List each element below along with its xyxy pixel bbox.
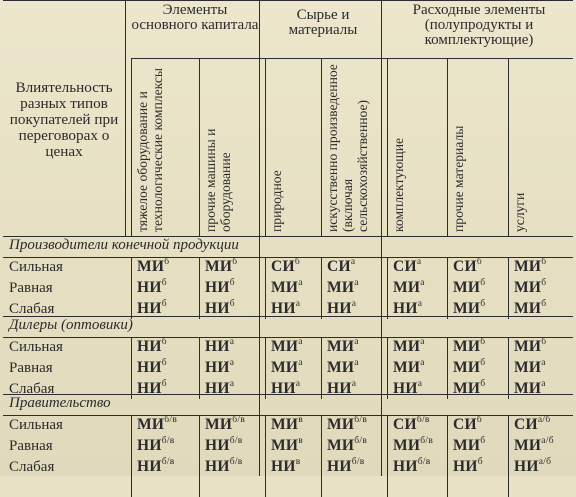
cell-superscript: б/в — [164, 415, 178, 425]
cell-superscript: а — [354, 337, 359, 347]
cell-code: НИ — [393, 458, 418, 475]
cell-superscript: б — [480, 358, 486, 368]
cell-superscript: а — [298, 358, 303, 368]
subhead-artificial: искусственно произведенное (включая сельскохозяйственное) — [325, 64, 370, 232]
cell-superscript: а — [351, 299, 357, 309]
column-rule — [265, 337, 266, 399]
table-cell — [271, 438, 303, 454]
column-rule — [387, 58, 388, 236]
row-weak-label: Слабая — [9, 459, 55, 475]
table-cell — [137, 360, 167, 376]
cell-code: НИ — [393, 380, 418, 397]
cell-code: СИ — [393, 258, 417, 275]
cell-code: СИ — [327, 258, 351, 275]
table-cell — [205, 301, 235, 317]
row-weak-label: Слабая — [9, 381, 55, 397]
column-rule — [131, 58, 132, 236]
cell-code: МИ — [327, 279, 355, 296]
column-rule — [508, 337, 509, 399]
row-strong-label: Сильная — [9, 259, 63, 275]
cell-superscript: а — [416, 257, 422, 267]
cell-superscript: а — [350, 257, 356, 267]
column-rule — [131, 337, 132, 399]
section-producers-title: Производители конечной продукции — [9, 237, 239, 253]
cell-code: МИ — [393, 359, 421, 376]
table-cell — [327, 438, 367, 454]
cell-superscript: а — [354, 278, 359, 288]
cell-code: МИ — [327, 416, 355, 433]
column-rule — [321, 58, 322, 236]
column-rule — [447, 415, 448, 497]
cell-superscript: б — [476, 257, 482, 267]
cell-superscript: б — [161, 358, 167, 368]
cell-superscript: б — [161, 299, 167, 309]
cell-superscript: а — [541, 358, 546, 368]
cell-code: МИ — [393, 338, 421, 355]
table-cell — [205, 259, 237, 275]
cell-superscript: б/в — [229, 436, 243, 446]
cell-code: НИ — [137, 279, 162, 296]
cell-code: СИ — [514, 416, 538, 433]
table-cell — [453, 259, 482, 275]
table-cell — [137, 459, 175, 475]
cell-superscript: а — [420, 278, 425, 288]
table-cell — [453, 438, 485, 454]
group-underline — [131, 58, 573, 59]
column-rule — [265, 415, 266, 497]
cell-code: МИ — [453, 279, 481, 296]
cell-superscript: б — [161, 379, 167, 389]
section-dealers-title: Дилеры (оптовики) — [9, 317, 133, 333]
column-rule — [381, 0, 382, 476]
cell-superscript: а — [417, 379, 423, 389]
table-cell — [514, 438, 554, 454]
cell-code: НИ — [327, 458, 352, 475]
table-cell — [393, 259, 421, 275]
table-top-rule — [3, 0, 573, 1]
table-cell — [393, 339, 425, 355]
table-cell — [393, 438, 433, 454]
table-cell — [205, 280, 235, 296]
cell-code: НИ — [205, 380, 230, 397]
cell-code: НИ — [137, 338, 162, 355]
column-rule — [199, 257, 200, 319]
cell-code: МИ — [327, 338, 355, 355]
table-cell — [393, 301, 422, 317]
cell-superscript: а/б — [537, 415, 551, 425]
cell-code: МИ — [137, 258, 165, 275]
cell-superscript: а — [351, 379, 357, 389]
group-header-fixed-capital: Элементы основного капитала — [131, 2, 259, 33]
cell-superscript: б/в — [161, 457, 175, 467]
cell-superscript: б — [161, 278, 167, 288]
cell-code: НИ — [137, 380, 162, 397]
column-rule — [387, 257, 388, 319]
cell-code: НИ — [205, 279, 230, 296]
subhead-other-materials: прочие материалы — [451, 125, 466, 232]
cell-code: МИ — [514, 300, 542, 317]
column-rule — [125, 0, 126, 236]
column-rule — [508, 58, 509, 236]
row-header: Влиятельность разных типов покупателей при переговорах о ценах — [9, 79, 119, 160]
cell-code: МИ — [393, 437, 421, 454]
column-rule — [387, 415, 388, 497]
cell-superscript: а — [229, 379, 235, 389]
cell-code: МИ — [453, 380, 481, 397]
cell-superscript: б/в — [232, 415, 246, 425]
table-cell — [453, 280, 485, 296]
cell-superscript: б — [232, 257, 238, 267]
cell-code: НИ — [327, 380, 352, 397]
column-rule — [199, 58, 200, 236]
table-cell — [514, 360, 546, 376]
cell-superscript: б — [476, 415, 482, 425]
header-divider — [3, 236, 573, 237]
row-strong-label: Сильная — [9, 417, 63, 433]
table-cell — [453, 360, 485, 376]
cell-code: НИ — [271, 300, 296, 317]
cell-superscript: б — [480, 436, 486, 446]
cell-code: МИ — [514, 437, 542, 454]
section-government-title: Правительство — [9, 395, 111, 411]
table-cell — [205, 360, 234, 376]
cell-superscript: б/в — [354, 415, 368, 425]
cell-code: НИ — [393, 300, 418, 317]
column-rule — [447, 58, 448, 236]
cell-code: МИ — [453, 300, 481, 317]
cell-superscript: б — [541, 299, 547, 309]
table-cell — [453, 339, 485, 355]
cell-code: СИ — [453, 416, 477, 433]
row-strong-label: Сильная — [9, 339, 63, 355]
table-cell — [205, 438, 243, 454]
cell-superscript: б — [294, 257, 300, 267]
table-cell — [137, 301, 167, 317]
cell-superscript: а — [295, 379, 301, 389]
cell-superscript: б — [477, 457, 483, 467]
column-rule — [321, 415, 322, 497]
cell-superscript: б — [541, 278, 547, 288]
table-cell — [205, 459, 243, 475]
cell-superscript: б — [164, 257, 170, 267]
cell-superscript: а — [420, 337, 425, 347]
cell-code: МИ — [393, 279, 421, 296]
cell-code: МИ — [205, 416, 233, 433]
cell-code: НИ — [327, 300, 352, 317]
cell-superscript: б — [541, 337, 547, 347]
cell-superscript: б/в — [417, 457, 431, 467]
cell-code: МИ — [271, 416, 299, 433]
table-cell — [271, 339, 303, 355]
cell-superscript: б — [480, 337, 486, 347]
cell-superscript: б/в — [420, 436, 434, 446]
table-cell — [137, 339, 167, 355]
column-rule — [131, 415, 132, 497]
cell-code: НИ — [137, 458, 162, 475]
cell-code: НИ — [205, 359, 230, 376]
cell-code: МИ — [271, 359, 299, 376]
cell-code: НИ — [205, 300, 230, 317]
cell-code: МИ — [514, 258, 542, 275]
cell-superscript: б — [480, 278, 486, 288]
cell-code: НИ — [271, 458, 296, 475]
table-cell — [327, 360, 359, 376]
cell-code: НИ — [137, 359, 162, 376]
cell-superscript: б/в — [351, 457, 365, 467]
table-cell — [271, 301, 300, 317]
column-rule — [259, 0, 260, 476]
column-rule — [131, 257, 132, 319]
cell-code: НИ — [453, 458, 478, 475]
column-rule — [387, 337, 388, 399]
column-rule — [199, 415, 200, 497]
cell-superscript: а/б — [538, 457, 552, 467]
cell-superscript: в — [298, 436, 304, 446]
cell-superscript: а — [541, 379, 546, 389]
row-equal-label: Равная — [9, 280, 53, 296]
column-rule — [447, 257, 448, 319]
cell-superscript: в — [295, 457, 301, 467]
cell-code: МИ — [327, 437, 355, 454]
table-cell — [514, 259, 546, 275]
cell-code: НИ — [205, 338, 230, 355]
cell-code: МИ — [514, 338, 542, 355]
group-header-consumables: Расходные элементы (полупродукты и комплектующие) — [412, 2, 546, 48]
cell-code: МИ — [205, 258, 233, 275]
cell-superscript: а/б — [541, 436, 554, 446]
column-rule — [265, 58, 266, 236]
cell-code: МИ — [453, 437, 481, 454]
table-cell — [514, 280, 546, 296]
cell-superscript: б — [229, 278, 235, 288]
table-cell — [137, 259, 169, 275]
cell-superscript: б/в — [354, 436, 368, 446]
subhead-heavy-equipment: тяжелое оборудование и технологические комплексы — [135, 67, 165, 232]
column-rule — [447, 337, 448, 399]
section-top-rule — [3, 394, 573, 395]
cell-code: НИ — [137, 300, 162, 317]
table-cell — [327, 417, 367, 433]
cell-superscript: б — [161, 337, 167, 347]
table-cell — [327, 301, 356, 317]
group-header-raw-materials: Сырье и материалы — [288, 7, 358, 38]
table-cell — [327, 459, 365, 475]
table-cell — [271, 280, 303, 296]
cell-superscript: б — [480, 379, 486, 389]
table-cell — [514, 301, 546, 317]
cell-code: МИ — [271, 279, 299, 296]
table-cell — [393, 459, 431, 475]
price-negotiation-table — [3, 0, 573, 476]
table-cell — [393, 360, 425, 376]
table-cell — [453, 417, 482, 433]
table-cell — [137, 438, 175, 454]
cell-code: НИ — [137, 437, 162, 454]
cell-code: МИ — [271, 437, 299, 454]
cell-superscript: б — [480, 299, 486, 309]
table-cell — [514, 339, 546, 355]
row-weak-label: Слабая — [9, 301, 55, 317]
cell-code: НИ — [271, 380, 296, 397]
cell-superscript: а — [229, 337, 235, 347]
cell-code: МИ — [514, 359, 542, 376]
table-cell — [271, 417, 303, 433]
table-cell — [327, 339, 359, 355]
cell-code: МИ — [327, 359, 355, 376]
table-cell — [137, 280, 167, 296]
table-cell — [205, 339, 234, 355]
table-cell — [453, 301, 485, 317]
table-cell — [453, 459, 483, 475]
cell-superscript: а — [417, 299, 423, 309]
column-rule — [265, 257, 266, 319]
cell-superscript: а — [295, 299, 301, 309]
cell-superscript: в — [298, 415, 304, 425]
cell-superscript: б — [229, 299, 235, 309]
subhead-natural: природное — [269, 170, 284, 232]
cell-superscript: б/в — [229, 457, 243, 467]
table-cell — [514, 459, 551, 475]
cell-code: СИ — [453, 258, 477, 275]
column-rule — [508, 415, 509, 497]
cell-code: МИ — [137, 416, 165, 433]
column-rule — [321, 337, 322, 399]
cell-superscript: б — [541, 257, 547, 267]
subhead-components: комплектующие — [391, 137, 406, 232]
section-top-rule — [3, 316, 573, 317]
table-cell — [271, 459, 301, 475]
subhead-services: услуги — [512, 192, 527, 232]
column-rule — [199, 337, 200, 399]
cell-code: МИ — [271, 338, 299, 355]
table-cell — [137, 417, 177, 433]
cell-superscript: а — [298, 278, 303, 288]
column-rule — [508, 257, 509, 319]
cell-superscript: а — [420, 358, 425, 368]
cell-superscript: а — [298, 337, 303, 347]
table-cell — [514, 417, 550, 433]
table-cell — [393, 280, 425, 296]
table-cell — [271, 360, 303, 376]
cell-superscript: б/в — [161, 436, 175, 446]
table-cell — [205, 417, 245, 433]
cell-superscript: а — [354, 358, 359, 368]
cell-code: МИ — [514, 380, 542, 397]
table-cell — [271, 259, 300, 275]
cell-code: СИ — [393, 416, 417, 433]
subhead-other-machinery: прочие машины и оборудование — [203, 128, 233, 232]
cell-code: НИ — [205, 437, 230, 454]
cell-code: МИ — [453, 338, 481, 355]
column-rule — [321, 257, 322, 319]
cell-code: НИ — [205, 458, 230, 475]
cell-code: МИ — [453, 359, 481, 376]
row-equal-label: Равная — [9, 438, 53, 454]
table-cell — [393, 417, 430, 433]
cell-superscript: а — [229, 358, 235, 368]
table-cell — [327, 280, 359, 296]
cell-code: НИ — [514, 458, 539, 475]
cell-code: МИ — [514, 279, 542, 296]
row-equal-label: Равная — [9, 360, 53, 376]
cell-superscript: б/в — [416, 415, 430, 425]
cell-code: СИ — [271, 258, 295, 275]
table-cell — [327, 259, 355, 275]
